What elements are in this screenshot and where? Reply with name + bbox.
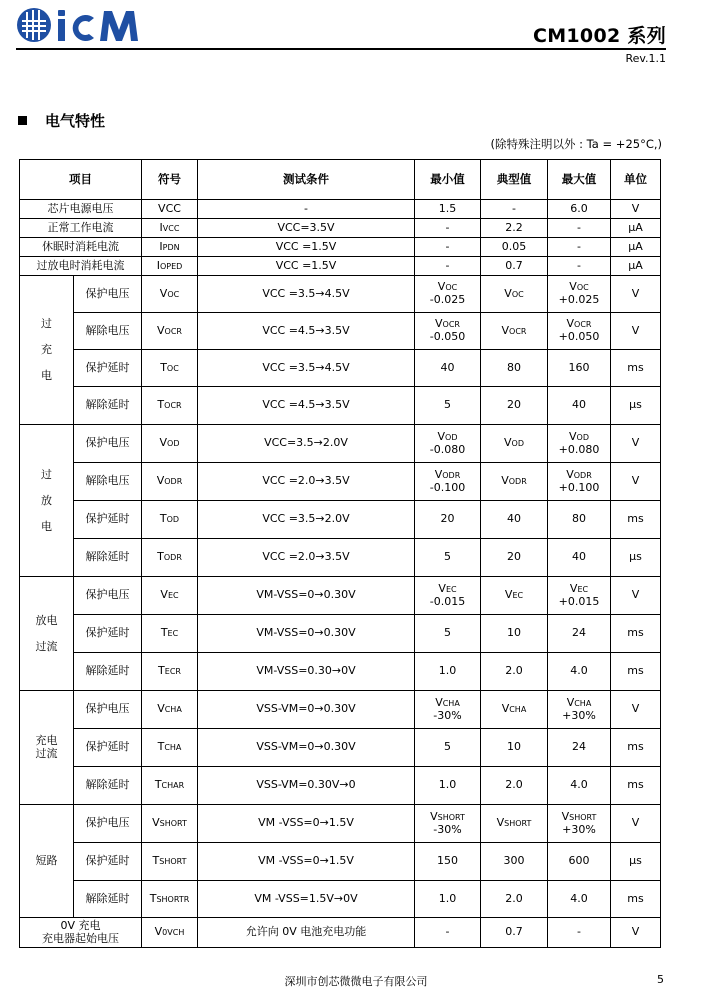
condition-cell: VCC =4.5→3.5V	[198, 313, 415, 350]
symbol-cell: TOCR	[142, 387, 198, 425]
condition-cell: VCC =3.5→4.5V	[198, 350, 415, 387]
typ-cell: 20	[481, 539, 548, 577]
sub-item-cell: 保护电压	[74, 276, 142, 313]
min-cell: -	[415, 257, 481, 276]
min-cell: VOC -0.025	[415, 276, 481, 313]
unit-cell: ms	[611, 653, 661, 691]
typ-cell: VOC	[481, 276, 548, 313]
max-cell: 4.0	[548, 767, 611, 805]
unit-cell: ms	[611, 350, 661, 387]
max-cell: 4.0	[548, 881, 611, 918]
unit-cell: ms	[611, 729, 661, 767]
typ-cell: 2.0	[481, 653, 548, 691]
max-cell: 6.0	[548, 200, 611, 219]
max-cell: 160	[548, 350, 611, 387]
table-row	[20, 257, 661, 276]
item-cell: 正常工作电流	[20, 219, 142, 238]
condition-cell: VM -VSS=0→1.5V	[198, 805, 415, 843]
typ-cell: VOD	[481, 425, 548, 463]
condition-cell: VCC=3.5V	[198, 219, 415, 238]
max-cell: 24	[548, 729, 611, 767]
unit-cell: V	[611, 200, 661, 219]
condition-cell: VSS-VM=0.30V→0	[198, 767, 415, 805]
typ-cell: VSHORT	[481, 805, 548, 843]
condition-cell: VM-VSS=0→0.30V	[198, 577, 415, 615]
table-header-row	[20, 160, 661, 200]
typ-cell: 80	[481, 350, 548, 387]
sub-item-cell: 解除延时	[74, 387, 142, 425]
sub-item-cell: 保护延时	[74, 350, 142, 387]
unit-cell: ms	[611, 501, 661, 539]
min-cell: VCHA -30%	[415, 691, 481, 729]
table-row	[20, 805, 661, 843]
min-cell: VOD -0.080	[415, 425, 481, 463]
typ-cell: 2.0	[481, 767, 548, 805]
section-heading	[18, 110, 105, 131]
table-row	[20, 219, 661, 238]
symbol-cell: VCHA	[142, 691, 198, 729]
min-cell: 1.0	[415, 653, 481, 691]
unit-cell: V	[611, 313, 661, 350]
max-cell: VCHA +30%	[548, 691, 611, 729]
sub-item-cell: 解除延时	[74, 881, 142, 918]
symbol-cell: IPDN	[142, 238, 198, 257]
symbol-cell: TCHA	[142, 729, 198, 767]
symbol-cell: VODR	[142, 463, 198, 501]
condition-cell: VM-VSS=0→0.30V	[198, 615, 415, 653]
condition-cell: VCC =2.0→3.5V	[198, 539, 415, 577]
min-cell: 150	[415, 843, 481, 881]
max-cell: 600	[548, 843, 611, 881]
typ-cell: 20	[481, 387, 548, 425]
symbol-cell: VSHORT	[142, 805, 198, 843]
symbol-cell: TOC	[142, 350, 198, 387]
square-bullet-icon	[18, 116, 27, 125]
footer-company: 深圳市创芯微微电子有限公司	[284, 975, 428, 988]
sub-item-cell: 解除电压	[74, 463, 142, 501]
item-cell: 芯片电源电压	[20, 200, 142, 219]
max-cell: 80	[548, 501, 611, 539]
max-cell: VOD +0.080	[548, 425, 611, 463]
unit-cell: V	[611, 805, 661, 843]
table-row	[20, 691, 661, 729]
unit-cell: V	[611, 425, 661, 463]
min-cell: -	[415, 219, 481, 238]
col-header-max: 最大值	[548, 160, 611, 200]
condition-cell: VSS-VM=0→0.30V	[198, 729, 415, 767]
symbol-cell: VOC	[142, 276, 198, 313]
symbol-cell: TODR	[142, 539, 198, 577]
unit-cell: μs	[611, 843, 661, 881]
symbol-cell: TECR	[142, 653, 198, 691]
min-cell: -	[415, 238, 481, 257]
symbol-cell: TOD	[142, 501, 198, 539]
col-header-item: 项目	[20, 160, 142, 200]
min-cell: VOCR -0.050	[415, 313, 481, 350]
symbol-cell: TSHORT	[142, 843, 198, 881]
group-label-overcharge: 过 充 电	[20, 276, 74, 425]
min-cell: 5	[415, 729, 481, 767]
sub-item-cell: 保护电压	[74, 425, 142, 463]
item-cell: 休眠时消耗电流	[20, 238, 142, 257]
condition-cell: 允许向 0V 电池充电功能	[198, 918, 415, 948]
sub-item-cell: 解除延时	[74, 767, 142, 805]
table-row	[20, 767, 661, 805]
unit-cell: μs	[611, 387, 661, 425]
typ-cell: 0.7	[481, 918, 548, 948]
unit-cell: V	[611, 276, 661, 313]
min-cell: VEC -0.015	[415, 577, 481, 615]
table-row	[20, 501, 661, 539]
table-row	[20, 425, 661, 463]
unit-cell: ms	[611, 767, 661, 805]
table-row	[20, 843, 661, 881]
min-cell: 20	[415, 501, 481, 539]
test-condition-note: (除特殊注明以外 : Ta = +25°C,)	[490, 137, 662, 151]
typ-cell: 10	[481, 729, 548, 767]
condition-cell: VCC =3.5→4.5V	[198, 276, 415, 313]
symbol-cell: V0VCH	[142, 918, 198, 948]
typ-cell: 10	[481, 615, 548, 653]
col-header-typ: 典型值	[481, 160, 548, 200]
max-cell: VSHORT +30%	[548, 805, 611, 843]
table-row	[20, 350, 661, 387]
typ-cell: VCHA	[481, 691, 548, 729]
table-row	[20, 387, 661, 425]
min-cell: 40	[415, 350, 481, 387]
unit-cell: ms	[611, 615, 661, 653]
section-title: 电气特性	[45, 112, 106, 130]
sub-item-cell: 解除电压	[74, 313, 142, 350]
unit-cell: ms	[611, 881, 661, 918]
condition-cell: VCC =4.5→3.5V	[198, 387, 415, 425]
table-row	[20, 653, 661, 691]
svg-text:iCM: iCM	[146, 40, 148, 41]
symbol-cell: VEC	[142, 577, 198, 615]
condition-cell: VM -VSS=1.5V→0V	[198, 881, 415, 918]
min-cell: VODR -0.100	[415, 463, 481, 501]
table-row	[20, 313, 661, 350]
sub-item-cell: 保护电压	[74, 691, 142, 729]
table-row	[20, 539, 661, 577]
typ-cell: 40	[481, 501, 548, 539]
table-row	[20, 918, 661, 948]
typ-cell: 2.2	[481, 219, 548, 238]
item-cell: 0V 充电 充电器起始电压	[20, 918, 142, 948]
typ-cell: 2.0	[481, 881, 548, 918]
condition-cell: VCC =2.0→3.5V	[198, 463, 415, 501]
max-cell: 4.0	[548, 653, 611, 691]
unit-cell: μA	[611, 219, 661, 238]
sub-item-cell: 保护电压	[74, 805, 142, 843]
header-divider	[16, 48, 666, 50]
company-logo	[16, 6, 166, 44]
symbol-cell: VOD	[142, 425, 198, 463]
typ-cell: 300	[481, 843, 548, 881]
table-row	[20, 729, 661, 767]
condition-cell: -	[198, 200, 415, 219]
typ-cell: VEC	[481, 577, 548, 615]
condition-cell: VCC =3.5→2.0V	[198, 501, 415, 539]
table-row	[20, 881, 661, 918]
condition-cell: VCC=3.5→2.0V	[198, 425, 415, 463]
unit-cell: V	[611, 691, 661, 729]
typ-cell: 0.7	[481, 257, 548, 276]
max-cell: -	[548, 219, 611, 238]
table-row	[20, 276, 661, 313]
typ-cell: -	[481, 200, 548, 219]
max-cell: VEC +0.015	[548, 577, 611, 615]
symbol-cell: TCHAR	[142, 767, 198, 805]
sub-item-cell: 解除延时	[74, 653, 142, 691]
col-header-symbol: 符号	[142, 160, 198, 200]
max-cell: 40	[548, 387, 611, 425]
group-label-overdischarge: 过 放 电	[20, 425, 74, 577]
item-cell: 过放电时消耗电流	[20, 257, 142, 276]
group-label-short-circuit: 短路	[20, 805, 74, 918]
table-row	[20, 200, 661, 219]
table-row	[20, 463, 661, 501]
unit-cell: μs	[611, 539, 661, 577]
symbol-cell: IVCC	[142, 219, 198, 238]
group-label-charge-overcurrent: 充电 过流	[20, 691, 74, 805]
col-header-condition: 测试条件	[198, 160, 415, 200]
typ-cell: VODR	[481, 463, 548, 501]
typ-cell: 0.05	[481, 238, 548, 257]
min-cell: -	[415, 918, 481, 948]
col-header-min: 最小值	[415, 160, 481, 200]
min-cell: 1.5	[415, 200, 481, 219]
max-cell: VOCR +0.050	[548, 313, 611, 350]
unit-cell: V	[611, 577, 661, 615]
col-header-unit: 单位	[611, 160, 661, 200]
table-row	[20, 238, 661, 257]
condition-cell: VSS-VM=0→0.30V	[198, 691, 415, 729]
max-cell: -	[548, 238, 611, 257]
unit-cell: μA	[611, 257, 661, 276]
symbol-cell: TEC	[142, 615, 198, 653]
unit-cell: V	[611, 918, 661, 948]
condition-cell: VM -VSS=0→1.5V	[198, 843, 415, 881]
max-cell: VOC +0.025	[548, 276, 611, 313]
sub-item-cell: 保护延时	[74, 501, 142, 539]
max-cell: 40	[548, 539, 611, 577]
max-cell: VODR +0.100	[548, 463, 611, 501]
condition-cell: VM-VSS=0.30→0V	[198, 653, 415, 691]
condition-cell: VCC =1.5V	[198, 238, 415, 257]
condition-cell: VCC =1.5V	[198, 257, 415, 276]
sub-item-cell: 解除延时	[74, 539, 142, 577]
group-label-discharge-overcurrent: 放电 过流	[20, 577, 74, 691]
min-cell: 5	[415, 387, 481, 425]
symbol-cell: TSHORTR	[142, 881, 198, 918]
electrical-characteristics-table	[19, 159, 661, 948]
page-number: 5	[657, 973, 664, 986]
typ-cell: VOCR	[481, 313, 548, 350]
unit-cell: μA	[611, 238, 661, 257]
min-cell: 5	[415, 615, 481, 653]
sub-item-cell: 保护延时	[74, 729, 142, 767]
min-cell: 1.0	[415, 767, 481, 805]
max-cell: -	[548, 918, 611, 948]
min-cell: 1.0	[415, 881, 481, 918]
max-cell: 24	[548, 615, 611, 653]
sub-item-cell: 保护电压	[74, 577, 142, 615]
revision-label: Rev.1.1	[625, 52, 666, 65]
symbol-cell: IOPED	[142, 257, 198, 276]
sub-item-cell: 保护延时	[74, 843, 142, 881]
table-row	[20, 615, 661, 653]
unit-cell: V	[611, 463, 661, 501]
symbol-cell: VOCR	[142, 313, 198, 350]
max-cell: -	[548, 257, 611, 276]
table-row	[20, 577, 661, 615]
min-cell: VSHORT -30%	[415, 805, 481, 843]
sub-item-cell: 保护延时	[74, 615, 142, 653]
document-title: CM1002 系列	[532, 25, 666, 47]
min-cell: 5	[415, 539, 481, 577]
symbol-cell: VCC	[142, 200, 198, 219]
